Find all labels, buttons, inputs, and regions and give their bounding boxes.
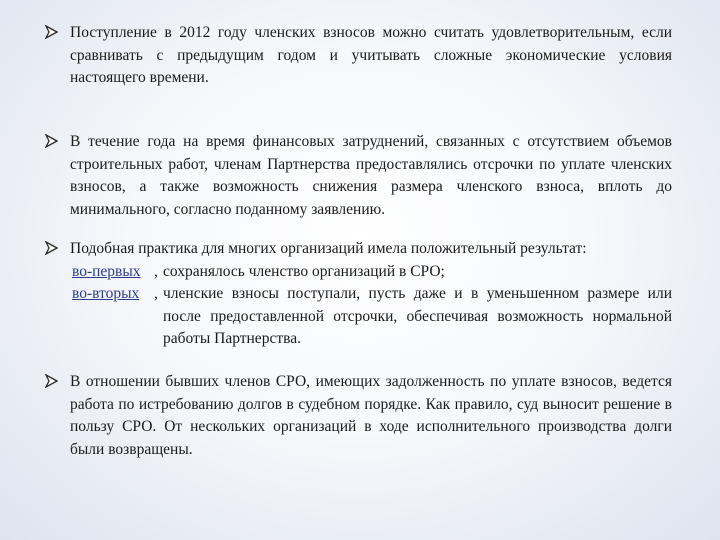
sub-item-text: сохранялось членство организаций в СРО;	[163, 262, 445, 280]
bullet-text: Поступление в 2012 году членских взносов можно считать удовлетворительным, если сравнивать с предыдущим годом и учитывать сложные экономические условия настоящего времени.	[70, 24, 672, 86]
arrowhead-bullet-icon	[44, 25, 58, 39]
bullet-item	[44, 371, 672, 461]
sub-item-label-link[interactable]: во-вторых	[72, 285, 140, 302]
sub-list	[44, 261, 672, 351]
bullet-text: Подобная практика для многих организаций имела положительный результат:	[70, 240, 587, 257]
arrowhead-bullet-icon	[44, 134, 58, 148]
sub-item-text: членские взносы поступали, пусть даже и в уменьшенном размере или после предоставленной отсрочки, обеспечивая возможность нормальной работы Партнерства.	[163, 285, 672, 347]
bullet-item	[44, 131, 672, 221]
bullet-text: В отношении бывших членов СРО, имеющих задолженность по уплате взносов, ведется работа по истребованию долгов в судебном порядке. Как правило, суд выносит решение в пользу СРО. От нескольких организаций в ходе исполнительного производства долги были возвращены.	[70, 373, 672, 458]
sub-list-item	[44, 261, 672, 284]
arrowhead-bullet-icon	[44, 374, 58, 388]
comma: ,	[154, 262, 158, 280]
bullet-item	[44, 22, 672, 90]
bullet-item	[44, 238, 672, 351]
sub-list-item	[44, 283, 672, 351]
bullet-text: В течение года на время финансовых затруднений, связанных с отсутствием объемов строительных работ, членам Партнерства предоставлялись отсрочки по уплате членских взносов, а также возможность снижения размера членского взноса, вплоть до минимального, согласно поданному заявлению.	[70, 133, 672, 218]
arrowhead-bullet-icon	[44, 241, 58, 255]
sub-item-label-link[interactable]: во-первых	[72, 262, 141, 280]
comma: ,	[154, 285, 158, 302]
